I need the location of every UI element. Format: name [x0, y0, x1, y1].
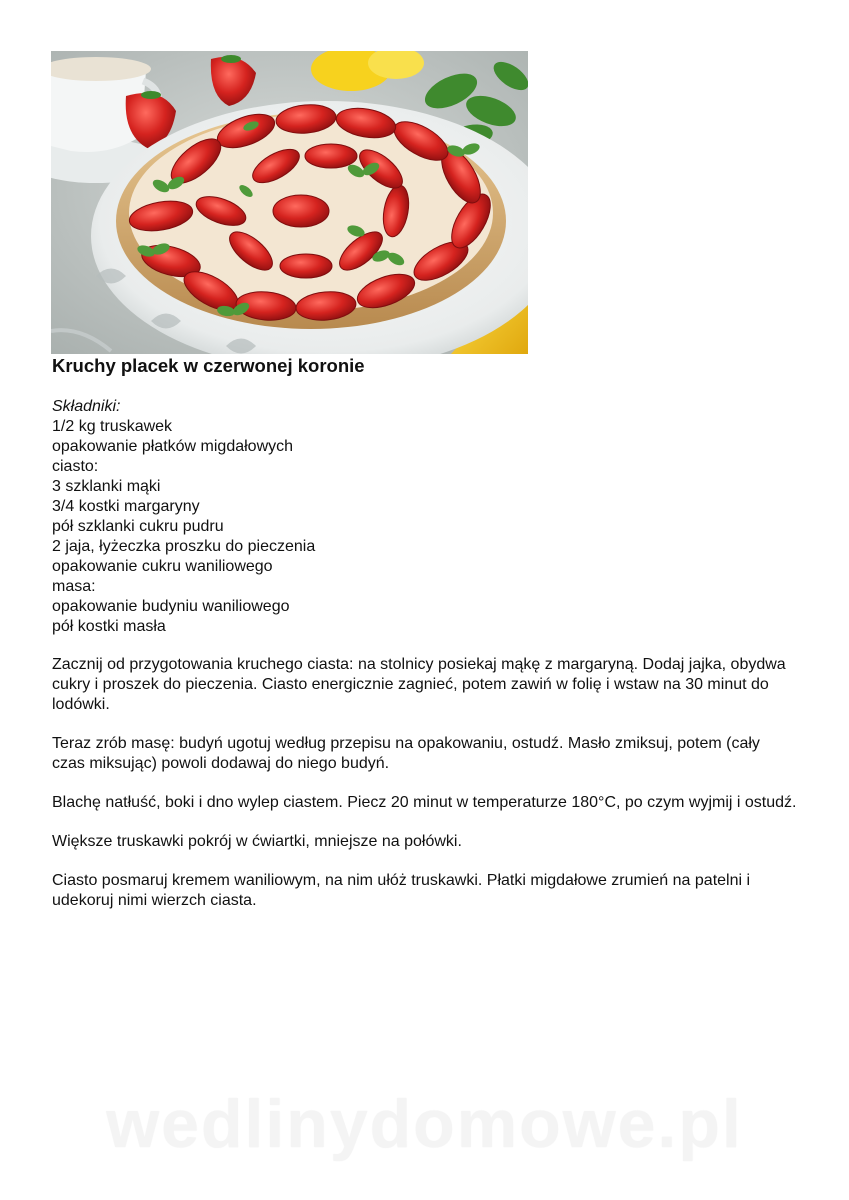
ingredient-item: opakowanie budyniu waniliowego [52, 598, 290, 615]
ingredient-subheading: masa: [52, 578, 96, 595]
step-paragraph: Zacznij od przygotowania kruchego ciasta: na stolnicy posiekaj mąkę z margaryną. Dodaj jajka, obydwa cukry i proszek do pieczenia. Ciasto energicznie zagnieć, potem zawiń w folię i wstaw na 30 minut do lodówki. [52, 656, 786, 713]
recipe-photo [51, 51, 528, 354]
ingredients-heading: Składniki: [52, 398, 121, 415]
ingredient-item: 3 szklanki mąki [52, 478, 161, 495]
recipe-title: Kruchy placek w czerwonej koronie [52, 355, 365, 376]
ingredient-item: 3/4 kostki margaryny [52, 498, 200, 515]
ingredient-item: opakowanie cukru waniliowego [52, 558, 273, 575]
ingredients-list [52, 397, 315, 637]
step-paragraph: Teraz zrób masę: budyń ugotuj według przepisu na opakowaniu, ostudź. Masło zmiksuj, potem (cały czas miksując) powoli dodawaj do niego budyń. [52, 735, 760, 772]
step-paragraph: Ciasto posmaruj kremem waniliowym, na nim ułóż truskawki. Płatki migdałowe zrumień na patelni i udekoruj nimi wierzch ciasta. [52, 872, 751, 909]
ingredient-item: pół kostki masła [52, 618, 166, 635]
ingredient-item: pół szklanki cukru pudru [52, 518, 224, 535]
ingredient-item: 1/2 kg truskawek [52, 418, 173, 435]
site-watermark: wedlinydomowe.pl [106, 1086, 743, 1162]
strawberry-tart-image [51, 51, 528, 354]
preparation-steps [52, 655, 797, 930]
ingredient-item: 2 jaja, łyżeczka proszku do pieczenia [52, 538, 316, 555]
ingredient-subheading: ciasto: [52, 458, 99, 475]
ingredient-item: opakowanie płatków migdałowych [52, 438, 294, 455]
step-paragraph: Większe truskawki pokrój w ćwiartki, mniejsze na połówki. [52, 833, 462, 850]
step-paragraph: Blachę natłuść, boki i dno wylep ciastem. Piecz 20 minut w temperaturze 180°C, po czym wyjmij i ostudź. [52, 794, 797, 811]
